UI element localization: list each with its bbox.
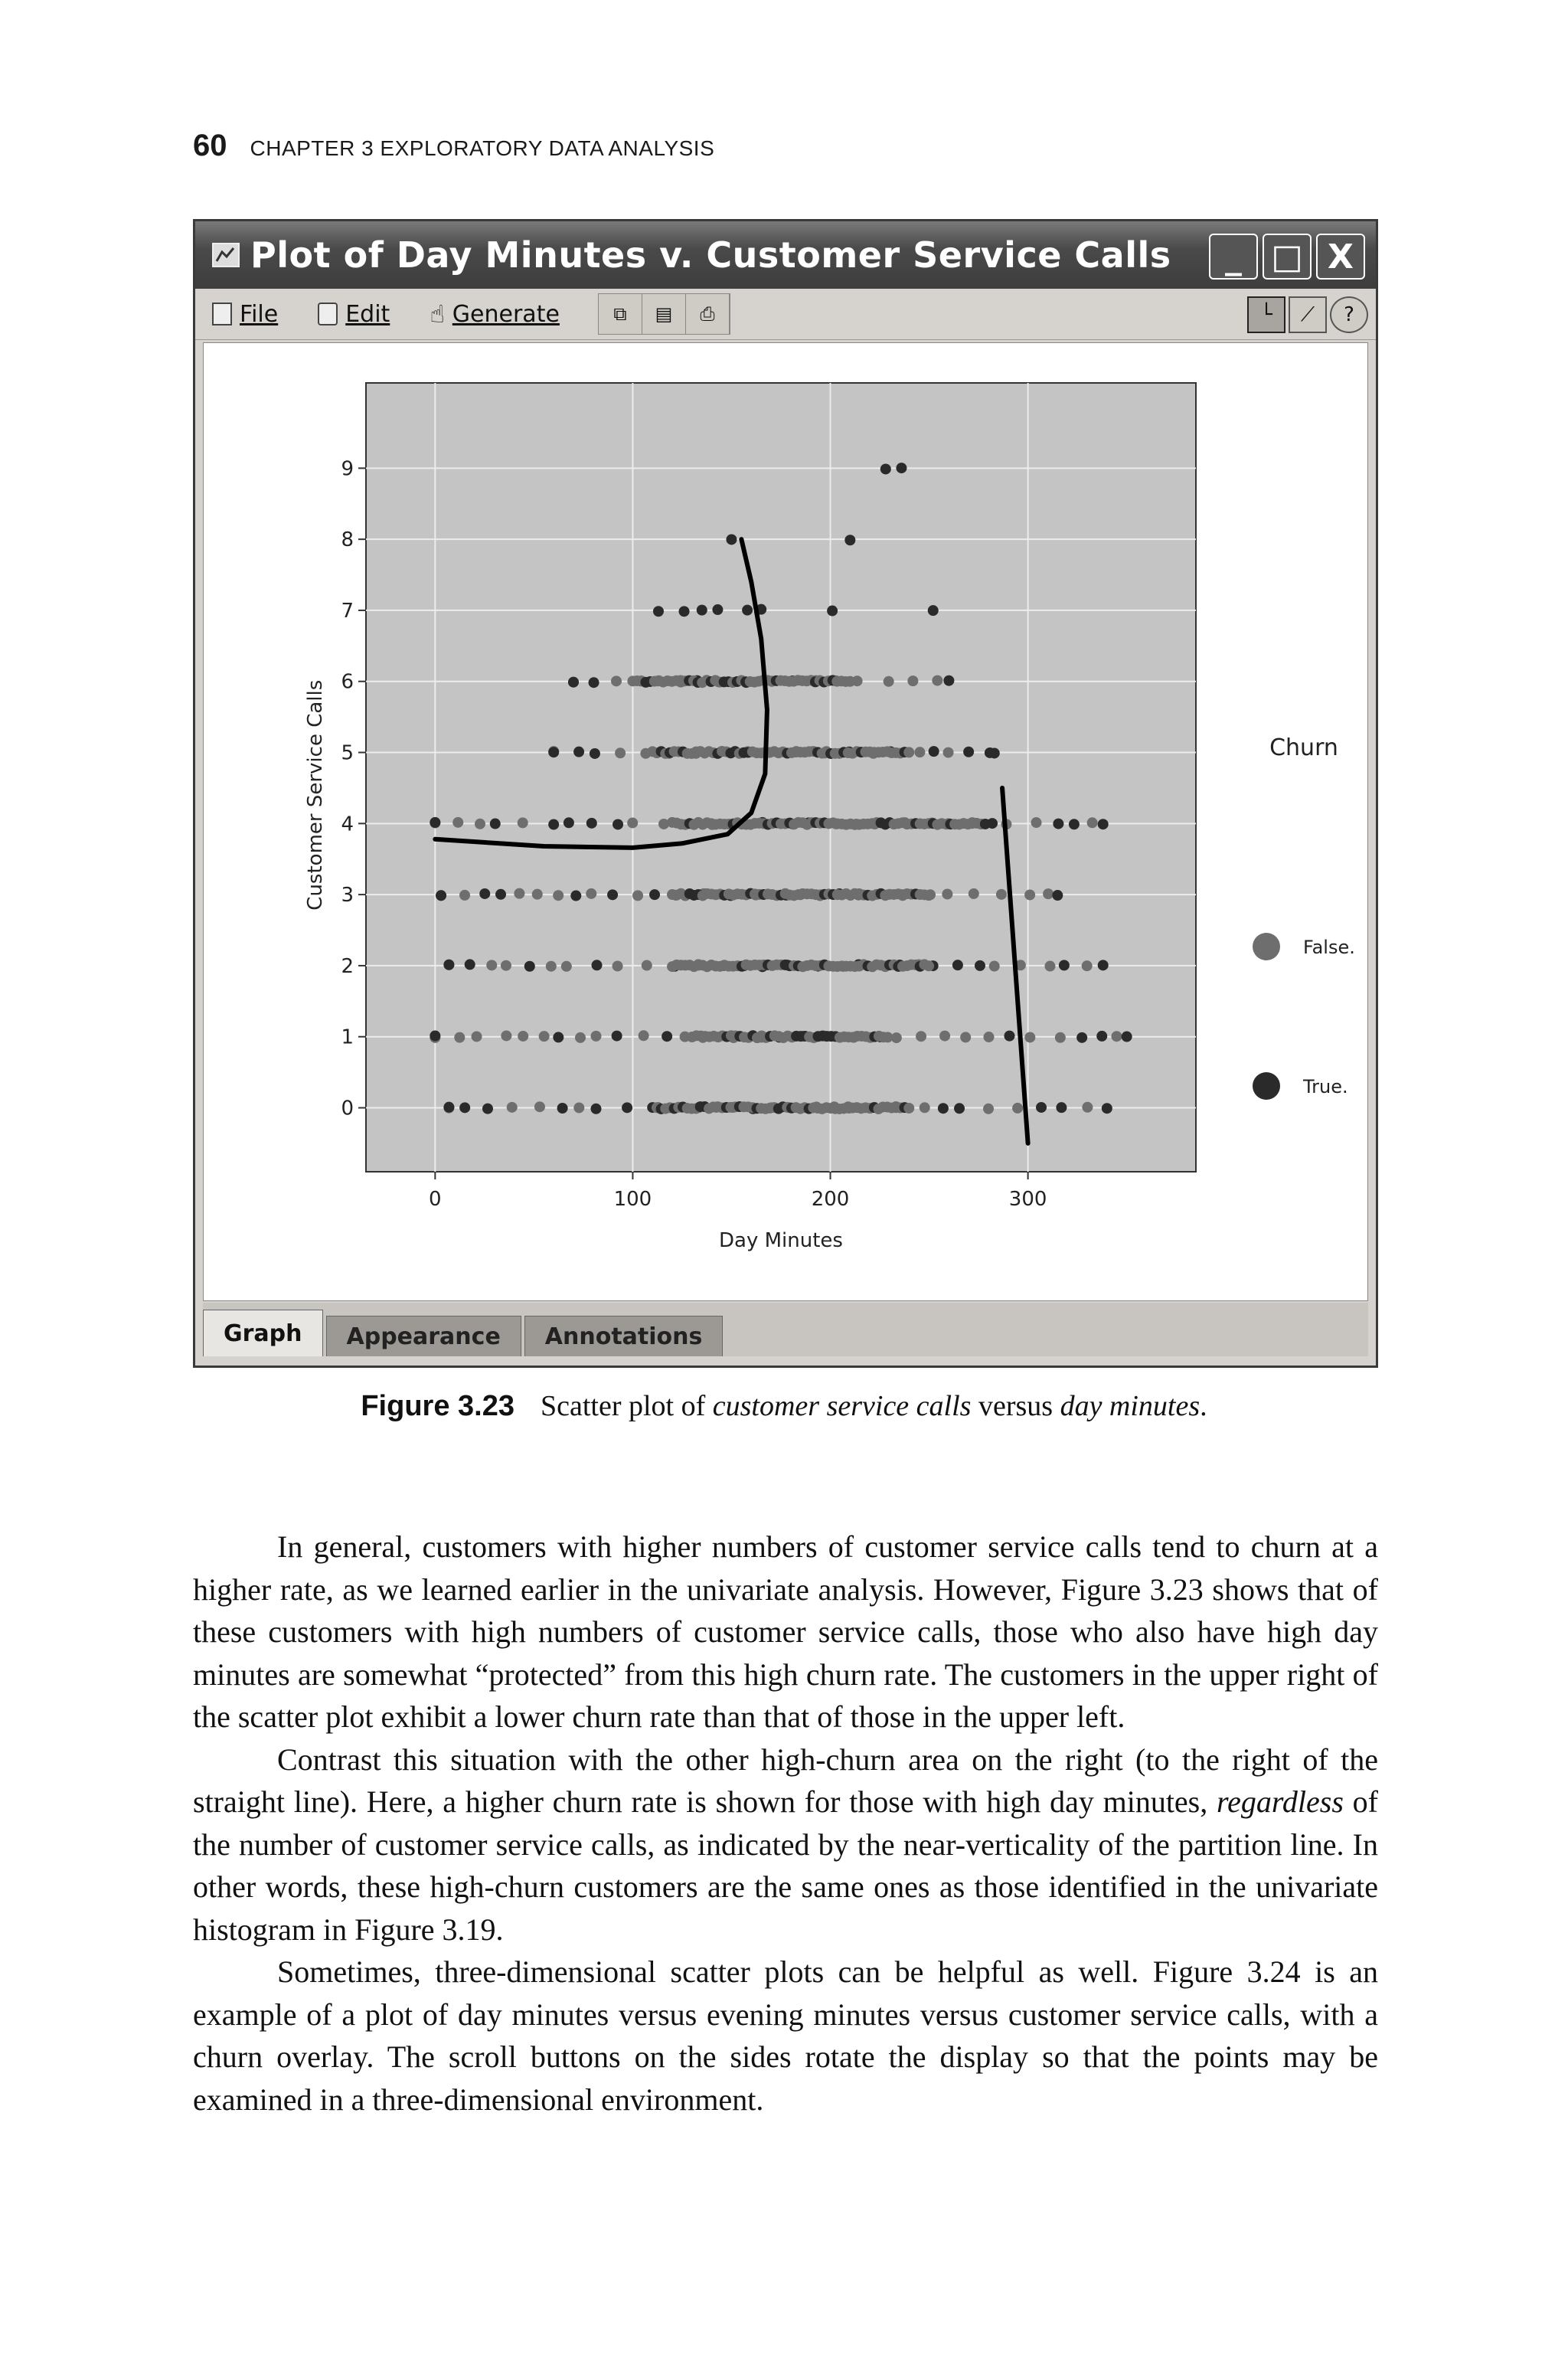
x-tick-label: 0 xyxy=(429,1188,442,1211)
y-tick-label: 0 xyxy=(341,1097,354,1120)
data-point xyxy=(928,605,939,616)
data-point xyxy=(443,1102,454,1113)
data-point xyxy=(1024,889,1035,900)
menu-bar xyxy=(195,289,1376,340)
data-point xyxy=(1012,1103,1023,1114)
tab-graph[interactable]: Graph xyxy=(203,1310,323,1356)
chart-icon xyxy=(212,243,240,267)
data-point xyxy=(943,675,954,686)
data-point xyxy=(1053,819,1063,829)
data-point xyxy=(1044,961,1055,972)
file-icon xyxy=(212,303,232,325)
y-tick-label: 8 xyxy=(341,528,354,552)
data-point xyxy=(459,890,470,901)
data-point xyxy=(989,747,1000,758)
menu-edit[interactable] xyxy=(318,301,390,328)
data-point xyxy=(963,747,974,757)
data-point xyxy=(903,747,914,757)
zoom-icon[interactable]: ⟋ xyxy=(1289,296,1327,333)
tab-appearance[interactable]: Appearance xyxy=(326,1316,521,1356)
axes-icon[interactable]: └ xyxy=(1247,296,1285,333)
data-point xyxy=(679,606,690,617)
data-point xyxy=(983,1032,994,1042)
data-point xyxy=(1102,1103,1112,1114)
data-point xyxy=(943,747,954,758)
legend-title: Churn xyxy=(1269,734,1338,761)
y-tick-label: 3 xyxy=(341,884,354,908)
data-point xyxy=(969,888,979,899)
data-point xyxy=(1004,1031,1014,1042)
data-point xyxy=(954,1103,965,1114)
menu-edit-label: Edit xyxy=(345,300,390,328)
data-point xyxy=(975,960,985,971)
data-point xyxy=(590,748,600,759)
data-point xyxy=(557,1103,568,1114)
data-point xyxy=(482,1104,493,1114)
plot-area xyxy=(203,342,1368,1301)
data-point xyxy=(1076,1032,1087,1043)
data-point xyxy=(553,890,564,901)
data-point xyxy=(907,675,918,686)
data-point xyxy=(495,889,506,900)
data-point xyxy=(844,535,855,545)
menu-file-label: File xyxy=(240,300,279,328)
data-point xyxy=(568,677,579,688)
window-title: Plot of Day Minutes v. Customer Service Calls xyxy=(250,234,1171,276)
data-point xyxy=(929,746,939,757)
data-point xyxy=(1098,819,1109,829)
data-point xyxy=(1059,960,1070,970)
paragraph-3: Sometimes, three-dimensional scatter plots can be helpful as well. Figure 3.24 is an example of a plot of day minutes versus evening minutes versus customer service calls, with a churn overlay. The scroll buttons on the sides rotate the display so that the points may be examined in a three-dimensional environment. xyxy=(193,1954,1378,2117)
data-point xyxy=(611,675,622,686)
data-point xyxy=(939,1031,950,1042)
caption-italic-1: customer service calls xyxy=(712,1390,972,1422)
data-point xyxy=(622,1102,632,1113)
data-point xyxy=(632,890,643,901)
data-point xyxy=(518,1031,528,1042)
view-tools xyxy=(1247,296,1368,333)
y-axis-label: Customer Service Calls xyxy=(304,679,327,911)
data-point xyxy=(920,1102,930,1113)
data-point xyxy=(561,961,572,972)
data-point xyxy=(952,960,963,970)
chapter-heading: CHAPTER 3 EXPLORATORY DATA ANALYSIS xyxy=(250,136,715,160)
data-point xyxy=(980,819,991,829)
y-tick-label: 2 xyxy=(341,954,354,978)
data-point xyxy=(501,960,511,971)
paragraph-2-start: Contrast this situation with the other high-churn area on the right (to the right of the straight line). Here, a higher churn rate is shown for those with high day minutes, xyxy=(193,1742,1378,1819)
data-point xyxy=(983,1104,994,1114)
menu-generate[interactable] xyxy=(430,299,560,329)
data-point xyxy=(989,961,1000,972)
data-point xyxy=(532,889,543,900)
data-point xyxy=(430,817,440,828)
caption-text-1: Scatter plot of xyxy=(540,1390,713,1422)
data-point xyxy=(1055,1032,1066,1043)
data-point xyxy=(1043,888,1054,899)
data-point xyxy=(627,817,638,828)
data-point xyxy=(518,817,528,828)
window-titlebar[interactable] xyxy=(195,221,1376,289)
data-point xyxy=(612,819,623,829)
plot-window xyxy=(193,219,1378,1368)
copy-icon[interactable]: ⧉ xyxy=(599,294,642,334)
data-point xyxy=(534,1101,545,1112)
caption-text-3: . xyxy=(1200,1390,1207,1422)
data-point xyxy=(1031,817,1042,828)
data-point xyxy=(1096,1031,1107,1042)
data-point xyxy=(452,817,463,828)
data-point xyxy=(546,961,557,972)
data-point xyxy=(586,888,596,899)
tab-annotations[interactable]: Annotations xyxy=(524,1316,724,1356)
data-point xyxy=(615,747,626,758)
data-point xyxy=(1111,1031,1122,1042)
plot-background xyxy=(366,383,1196,1172)
data-point xyxy=(573,1102,584,1113)
paragraph-1: In general, customers with higher numbers of customer service calls tend to churn at a higher rate, as we learned earlier in the univariate analysis. However, Figure 3.23 shows that of these customers with high numbers of customer service calls, those who also have high day minutes are somewhat “protected” from this high churn rate. The customers in the upper right of the scatter plot exhibit a lower churn rate than that of those in the upper left. xyxy=(193,1529,1378,1734)
data-point xyxy=(564,817,574,828)
data-point xyxy=(459,1102,470,1113)
data-point xyxy=(539,1031,550,1042)
data-point xyxy=(592,960,603,970)
data-point xyxy=(524,961,535,972)
data-point xyxy=(712,604,723,615)
data-point xyxy=(490,819,501,829)
data-point xyxy=(642,960,652,971)
x-tick-label: 300 xyxy=(1008,1188,1047,1211)
data-point xyxy=(589,677,599,688)
data-point xyxy=(1098,960,1109,970)
data-point xyxy=(570,891,581,901)
data-point xyxy=(938,1103,949,1114)
caption-italic-2: day minutes xyxy=(1060,1390,1200,1422)
paragraph-2-emphasis: regardless xyxy=(1217,1784,1344,1819)
paragraph-2-end: of the number of customer service calls, as indicated by the near-verticality of the partition line. In other words, these high-churn customers are the same ones as those identified in the univariate histogram in Figure 3.19. xyxy=(193,1784,1378,1947)
data-point xyxy=(916,1031,926,1042)
data-point xyxy=(573,747,584,757)
data-point xyxy=(1024,1032,1035,1042)
legend-marker xyxy=(1253,933,1280,960)
y-tick-label: 5 xyxy=(341,741,354,765)
export-icon[interactable]: ▤ xyxy=(642,294,686,334)
figure-label: Figure 3.23 xyxy=(361,1390,514,1422)
data-point xyxy=(612,960,623,971)
maximize-button[interactable]: □ xyxy=(1263,234,1312,280)
data-point xyxy=(882,1032,893,1042)
data-point xyxy=(1069,819,1080,829)
y-tick-label: 9 xyxy=(341,457,354,481)
data-point xyxy=(507,1102,518,1113)
x-axis-label: Day Minutes xyxy=(719,1229,843,1252)
data-point xyxy=(586,818,597,829)
data-point xyxy=(639,1030,649,1041)
menu-file[interactable] xyxy=(212,301,278,328)
data-point xyxy=(932,675,942,686)
data-point xyxy=(479,888,490,899)
data-point xyxy=(436,890,446,901)
data-point xyxy=(742,605,753,616)
data-point xyxy=(942,888,952,899)
data-point xyxy=(726,534,737,545)
data-point xyxy=(649,889,660,900)
data-point xyxy=(1087,817,1098,828)
data-point xyxy=(903,1103,914,1114)
data-point xyxy=(454,1032,465,1043)
data-point xyxy=(548,747,559,757)
body-text xyxy=(193,1526,1378,2121)
y-tick-label: 1 xyxy=(341,1025,354,1049)
legend-label: True. xyxy=(1303,1076,1348,1097)
scatter-chart xyxy=(204,343,1372,1300)
data-point xyxy=(472,1031,482,1042)
data-point xyxy=(486,960,497,970)
help-button[interactable]: ? xyxy=(1330,296,1368,333)
caption-text-2: versus xyxy=(971,1390,1060,1422)
data-point xyxy=(443,960,454,970)
legend-label: False. xyxy=(1303,937,1355,958)
data-point xyxy=(827,606,838,617)
print-icon[interactable]: ⎙ xyxy=(686,294,730,334)
y-tick-label: 4 xyxy=(341,813,354,836)
data-point xyxy=(960,1032,971,1042)
data-point xyxy=(553,1032,564,1042)
data-point xyxy=(996,889,1007,900)
data-point xyxy=(662,1031,672,1042)
data-point xyxy=(590,1104,601,1114)
x-tick-label: 200 xyxy=(811,1188,850,1211)
data-point xyxy=(1082,1102,1093,1113)
data-point xyxy=(548,819,559,830)
data-point xyxy=(844,676,855,687)
tab-bar xyxy=(203,1303,1368,1356)
data-point xyxy=(501,1030,511,1041)
data-point xyxy=(430,1031,440,1042)
data-point xyxy=(612,1031,622,1042)
y-tick-label: 7 xyxy=(341,599,354,623)
edit-icon xyxy=(318,303,338,325)
data-point xyxy=(1052,890,1063,901)
figure-caption xyxy=(0,1389,1568,1423)
data-point xyxy=(697,605,707,616)
minimize-button[interactable]: _ xyxy=(1209,234,1258,280)
paragraph-2 xyxy=(193,1738,1378,1951)
y-tick-label: 6 xyxy=(341,670,354,694)
data-point xyxy=(607,889,618,900)
data-point xyxy=(884,676,894,687)
generate-icon: ☝ xyxy=(430,299,445,329)
data-point xyxy=(575,1032,586,1043)
data-point xyxy=(465,959,475,970)
data-point xyxy=(514,888,524,899)
data-point xyxy=(653,606,664,617)
menu-generate-label: Generate xyxy=(452,300,560,328)
legend-marker xyxy=(1253,1072,1280,1100)
data-point xyxy=(1036,1102,1047,1113)
data-point xyxy=(475,819,485,829)
data-point xyxy=(880,463,891,474)
x-tick-label: 100 xyxy=(613,1188,652,1211)
toolbar xyxy=(598,293,730,335)
data-point xyxy=(590,1031,601,1042)
data-point xyxy=(923,960,934,971)
data-point xyxy=(896,463,906,473)
data-point xyxy=(1082,960,1093,971)
data-point xyxy=(1056,1102,1067,1113)
running-head xyxy=(193,129,714,175)
data-point xyxy=(1122,1032,1132,1042)
window-controls xyxy=(1209,234,1365,280)
page-number: 60 xyxy=(193,129,227,162)
close-button[interactable]: X xyxy=(1316,234,1365,280)
data-point xyxy=(914,747,925,757)
data-point xyxy=(923,890,934,901)
